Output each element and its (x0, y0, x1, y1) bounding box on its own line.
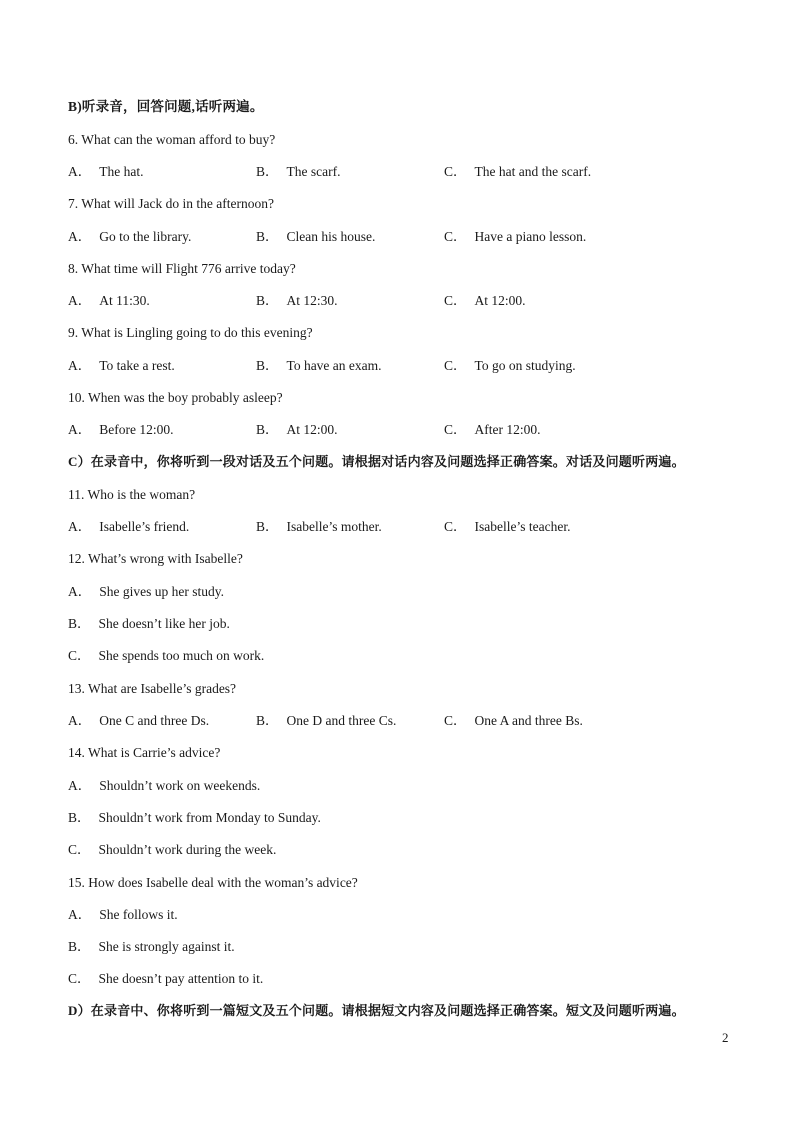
question-7: 7. What will Jack do in the afternoon? (68, 196, 274, 211)
option-b: B． The scarf. (256, 164, 341, 179)
option-c: C． After 12:00. (444, 422, 541, 437)
option-a: A． Go to the library. (68, 229, 192, 244)
section-b-heading: B)听录音，回答问题,话听两遍。 (68, 99, 264, 114)
option-c: C． At 12:00. (444, 293, 526, 308)
question-15-option-b: B． She is strongly against it. (68, 939, 235, 954)
option-b: B． At 12:00. (256, 422, 338, 437)
question-11: 11. Who is the woman? (68, 487, 196, 502)
question-6: 6. What can the woman afford to buy? (68, 132, 276, 147)
page-number: 2 (722, 1030, 729, 1045)
option-a: A． The hat. (68, 164, 144, 179)
option-c: C． Have a piano lesson. (444, 229, 587, 244)
option-b: B． One D and three Cs. (256, 713, 397, 728)
question-12-option-a: A． She gives up her study. (68, 584, 224, 599)
question-14-option-c: C． Shouldn’t work during the week. (68, 842, 277, 857)
question-12-option-b: B． She doesn’t like her job. (68, 616, 230, 631)
option-c: C． The hat and the scarf. (444, 164, 592, 179)
option-c: C． To go on studying. (444, 358, 576, 373)
question-14: 14. What is Carrie’s advice? (68, 745, 221, 760)
question-12: 12. What’s wrong with Isabelle? (68, 551, 243, 566)
question-15-option-a: A． She follows it. (68, 907, 178, 922)
question-14-option-a: A． Shouldn’t work on weekends. (68, 778, 261, 793)
option-c: C． One A and three Bs. (444, 713, 583, 728)
option-c: C． Isabelle’s teacher. (444, 519, 571, 534)
question-8: 8. What time will Flight 776 arrive today? (68, 261, 296, 276)
question-9: 9. What is Lingling going to do this evening? (68, 325, 313, 340)
question-10: 10. When was the boy probably asleep? (68, 390, 283, 405)
question-13: 13. What are Isabelle’s grades? (68, 681, 237, 696)
section-d-heading: D）在录音中、你将听到一篇短文及五个问题。请根据短文内容及问题选择正确答案。短文及问题听两遍。 (68, 1003, 685, 1018)
question-12-option-c: C． She spends too much on work. (68, 648, 265, 663)
option-b: B． To have an exam. (256, 358, 382, 373)
option-b: B． At 12:30. (256, 293, 338, 308)
option-a: A． One C and three Ds. (68, 713, 210, 728)
option-a: A． Before 12:00. (68, 422, 174, 437)
option-b: B． Clean his house. (256, 229, 376, 244)
question-15: 15. How does Isabelle deal with the woman’s advice? (68, 875, 358, 890)
option-b: B． Isabelle’s mother. (256, 519, 382, 534)
question-15-option-c: C． She doesn’t pay attention to it. (68, 971, 264, 986)
option-a: A． At 11:30. (68, 293, 150, 308)
question-14-option-b: B． Shouldn’t work from Monday to Sunday. (68, 810, 321, 825)
option-a: A． To take a rest. (68, 358, 175, 373)
option-a: A． Isabelle’s friend. (68, 519, 190, 534)
section-c-heading: C）在录音中，你将听到一段对话及五个问题。请根据对话内容及问题选择正确答案。对话及问题听两遍。 (68, 454, 685, 469)
